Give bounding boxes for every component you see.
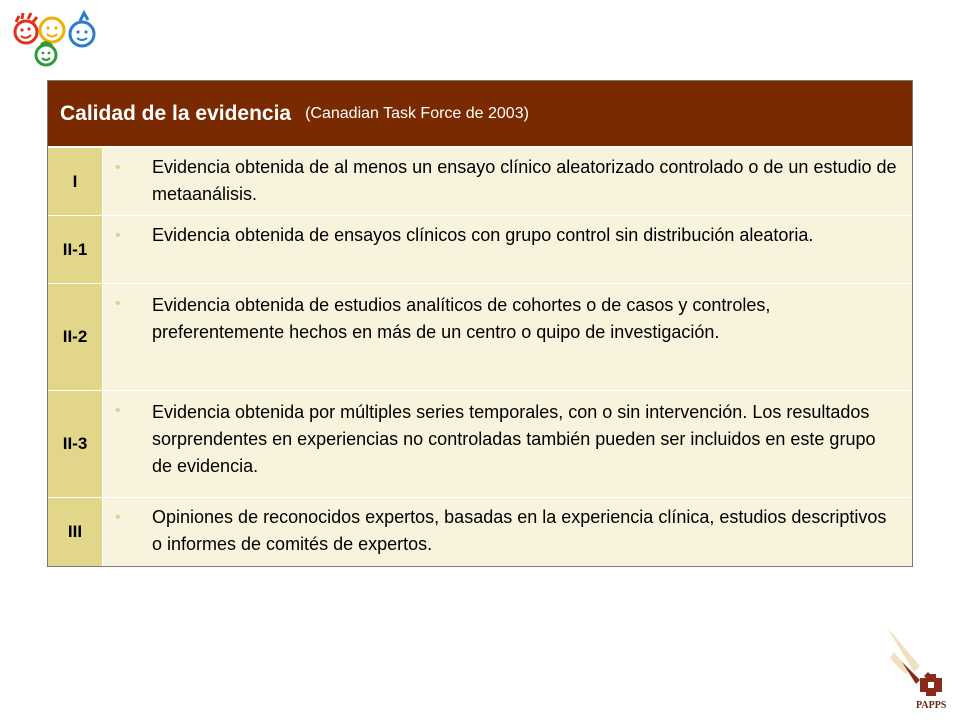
bullet-icon: •	[115, 295, 121, 312]
table-row	[48, 283, 912, 390]
level-label: II-3	[48, 391, 103, 497]
bullet-icon: •	[115, 509, 121, 526]
table-title: Calidad de la evidencia	[60, 101, 292, 125]
papps-logo-text: PAPPS	[916, 700, 947, 711]
table-row	[48, 147, 912, 215]
table-header	[48, 81, 912, 147]
level-description	[103, 216, 912, 283]
table-row	[48, 215, 912, 283]
description-text: Evidencia obtenida de estudios analíticos de cohortes o de casos y controles, preferentemente hechos en más de un centro o quipo de investigación.	[152, 295, 771, 342]
papps-logo	[880, 622, 952, 714]
bullet-icon: •	[115, 159, 121, 176]
level-description	[103, 498, 912, 566]
level-description	[103, 148, 912, 215]
evidence-quality-table	[47, 80, 913, 567]
level-label: II-2	[48, 284, 103, 390]
level-description	[103, 391, 912, 497]
description-text: Evidencia obtenida por múltiples series temporales, con o sin intervención. Los resultados sorprendentes en experiencias no controladas también pueden ser incluidos en este grupo de evidencia.	[152, 402, 876, 476]
level-description	[103, 284, 912, 390]
bullet-icon: •	[115, 402, 121, 419]
description-text: Evidencia obtenida de al menos un ensayo clínico aleatorizado controlado o de un estudio de metaanálisis.	[152, 157, 897, 204]
description-text: Opiniones de reconocidos expertos, basadas en la experiencia clínica, estudios descriptivos o informes de comités de expertos.	[152, 507, 887, 554]
level-label: I	[48, 148, 103, 215]
level-label: II-1	[48, 216, 103, 283]
table-subtitle: (Canadian Task Force de 2003)	[305, 104, 529, 122]
description-text: Evidencia obtenida de ensayos clínicos con grupo control sin distribución aleatoria.	[152, 225, 814, 245]
table-row	[48, 390, 912, 497]
level-label: III	[48, 498, 103, 566]
table-row	[48, 497, 912, 566]
bullet-icon: •	[115, 227, 121, 244]
children-faces-logo	[8, 8, 100, 70]
